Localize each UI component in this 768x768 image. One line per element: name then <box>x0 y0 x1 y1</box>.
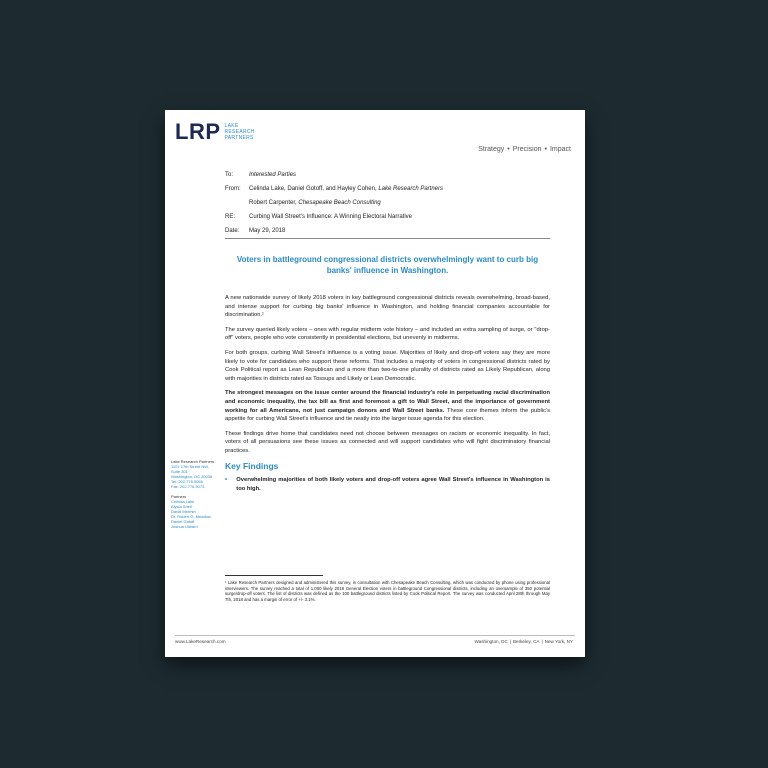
logo-line-2: RESEARCH <box>224 129 255 135</box>
fax-line: Fax: 202.776.9074 <box>171 484 205 489</box>
partner-name: Joshua Ulibarri <box>171 524 198 529</box>
from-value <box>249 186 443 192</box>
footnote: ¹ Lake Research Partners designed and administered this survey, in consultation with Chesapeake Beach Consulting, which was conducted by phone using professional interviewers. The survey reached a total of 1,000 likely 2018 General Election voters in battleground Congressional districts, including an oversample of 350 potential surge/drop-off voters. The list of districts was defined as the 100 battleground districts listed by Cook Political Report. The survey was conducted April 28th through May 7th, 2018 and has a margin of error of +/- 3.1%. <box>225 580 550 602</box>
re-label: RE: <box>225 214 236 220</box>
paragraph-4-rest: These core themes inform the public's appetite for curbing Wall Street's influence and tie neatly into the larger issue agenda for this election. <box>225 407 550 423</box>
paragraph-2: The survey queried likely voters – ones with regular midterm vote history – and included an extra sampling of surge, or "drop-off" voters, people who vote consistently in presidential elections, but unevenly in midterms. <box>225 326 550 342</box>
tagline-strategy: Strategy <box>478 146 505 153</box>
date-value: May 29, 2018 <box>249 228 286 234</box>
key-findings-title: Key Findings <box>225 460 279 471</box>
footer-divider <box>175 635 575 636</box>
logo-mark: LRP <box>175 119 221 144</box>
bullet-dot: • <box>507 146 510 153</box>
phone-line: Tel: 202.776.9066 <box>171 479 203 484</box>
memo-page <box>165 110 585 657</box>
memo-date-row <box>225 224 550 238</box>
from-names: Celinda Lake, Daniel Gotoff, and Hayley Cohen, <box>249 186 377 192</box>
to-label: To: <box>225 172 234 178</box>
footnote-divider <box>225 575 323 576</box>
header-divider <box>225 238 550 239</box>
memo-headline: Voters in battleground congressional districts overwhelmingly want to curb big banks' influence in Washington. <box>236 255 539 275</box>
date-label: Date: <box>225 228 240 234</box>
re-value: Curbing Wall Street's Influence: A Winning Electoral Narrative <box>249 214 412 220</box>
paragraph-5: These findings drive home that candidates need not choose between messages on racism or economic inequality. In fact, voters of all persuasions see these issues as connected and will support candidates who will fight discriminatory financial practices. <box>225 430 550 454</box>
paragraph-4-bold: The strongest messages on the issue center around the financial industry's role in perpetuating racial discrimination and economic inequality, the tax bill as first and foremost a gift to Wall Street, and the importance of government working for all Americans, not just campaign donors and Wall Street banks. <box>225 390 550 414</box>
memo-from-row <box>225 182 550 196</box>
memo-re-row <box>225 210 550 224</box>
partner-name: Alysia Snell <box>171 504 192 509</box>
bullet-dot: • <box>544 146 547 153</box>
key-finding-item <box>225 476 550 493</box>
separator: | <box>509 639 511 644</box>
sidebar-org: Lake Research Partners <box>171 459 215 464</box>
logo-line-1: LAKE <box>224 123 239 129</box>
memo-body <box>225 294 550 493</box>
from2-value <box>249 200 381 206</box>
partners-label: Partners <box>171 494 187 499</box>
to-value <box>249 172 296 178</box>
partner-name: David Mermin <box>171 509 196 514</box>
tagline <box>478 146 571 153</box>
tagline-precision: Precision <box>512 146 542 153</box>
address-line: Suite 301 <box>171 469 188 474</box>
paragraph-1: A new nationwide survey of likely 2018 voters in key battleground congressional districts reveals overwhelming, broad-based, and intense support for curbing big banks' influence in Washington, and holding financial companies accountable for discrimination.¹ <box>225 295 550 319</box>
bullet-icon: • <box>225 477 228 484</box>
from-org: Lake Research Partners <box>378 186 444 192</box>
address-line: 1101 17th Street NW, <box>171 464 209 469</box>
from2-names: Robert Carpenter, <box>249 200 297 206</box>
partner-name: Daniel Gotoff <box>171 519 195 524</box>
from-label: From: <box>225 186 241 192</box>
to-recipient: Interested Parties <box>249 172 297 178</box>
paragraph-4 <box>225 389 550 423</box>
sidebar <box>171 459 227 529</box>
office-washington: Washington, DC <box>474 639 508 644</box>
memo-to-row <box>225 168 550 182</box>
company-logo <box>175 120 255 144</box>
memo-from2-row <box>225 196 550 210</box>
paragraph-3: For both groups, curbing Wall Street's influence is a voting issue. Majorities of likely and drop-off voters say they are more likely to vote for candidates who support these reforms. That includes a majority of voters in congressional districts rated by Cook Political report as Lean Republican and a more than two-to-one plurality of districts rated as Likely Republican, along with majorities in districts rated as Tossups and Likely or Lean Democratic. <box>225 349 550 382</box>
tagline-impact: Impact <box>549 146 571 153</box>
partner-name: Dr. Robert G. Meadow <box>171 514 211 519</box>
separator: | <box>541 639 543 644</box>
logo-wordmark <box>225 123 255 141</box>
office-new-york: New York, NY <box>544 639 573 644</box>
footer-offices <box>475 639 574 644</box>
footer-website[interactable]: www.LakeResearch.com <box>175 639 226 644</box>
key-finding-text: Overwhelming majorities of both likely voters and drop-off voters agree Wall Street's influence in Washington is too high. <box>236 477 550 492</box>
memo-header <box>225 168 550 238</box>
from2-org: Chesapeake Beach Consulting <box>298 200 381 206</box>
office-berkeley: Berkeley, CA <box>512 639 540 644</box>
partner-name: Celinda Lake <box>171 499 195 504</box>
logo-line-3: PARTNERS <box>224 135 254 141</box>
address-line: Washington, DC 20036 <box>171 474 213 479</box>
